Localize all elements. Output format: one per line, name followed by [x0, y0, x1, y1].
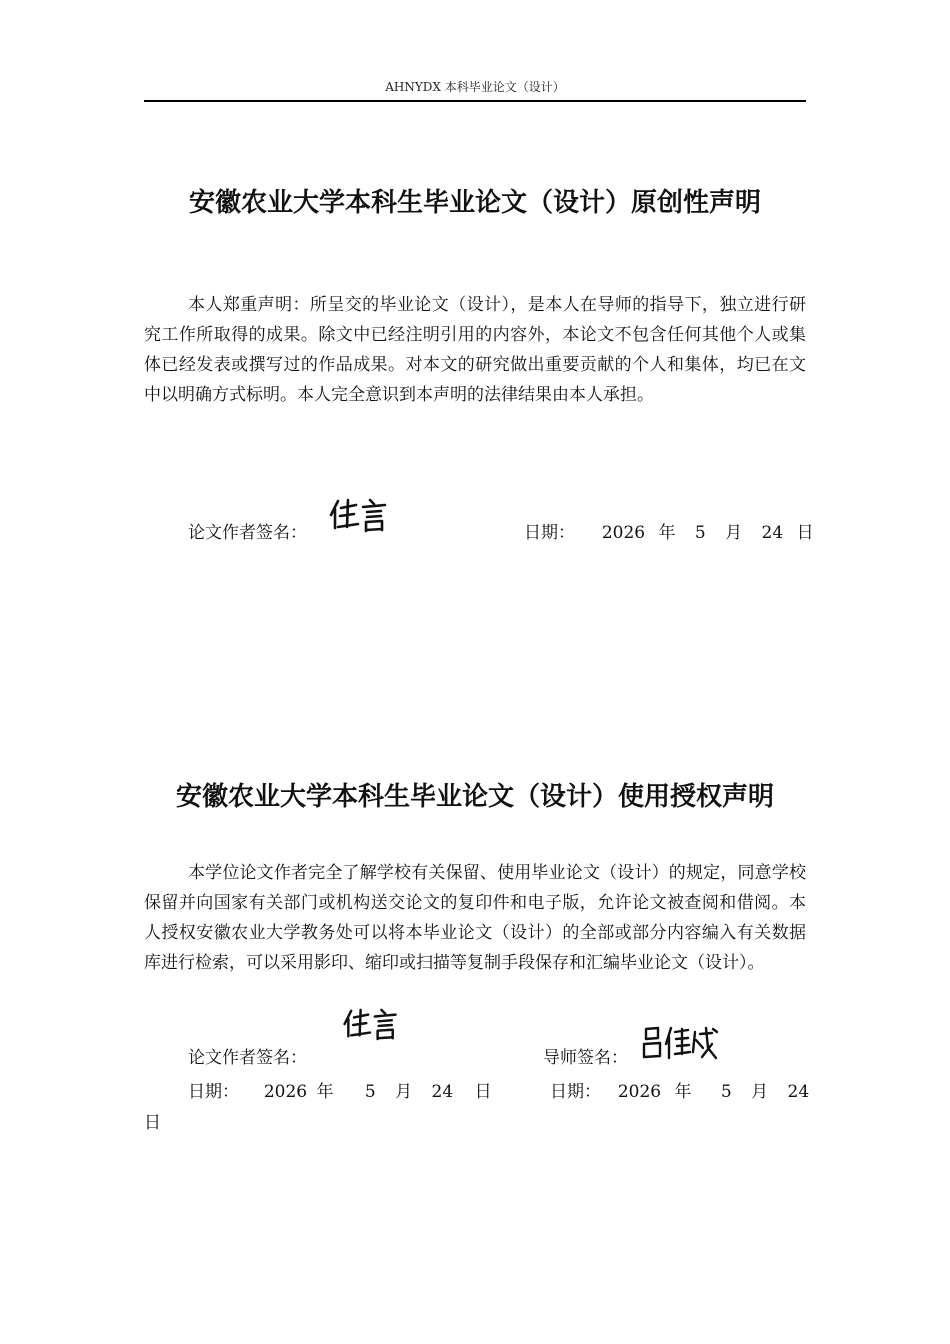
authorization-advisor-sign-label: 导师签名： — [543, 1048, 628, 1068]
originality-date-month: 5 — [694, 523, 706, 543]
originality-date-label: 日期： — [524, 523, 575, 543]
authorization-author-date-day-unit: 日 — [474, 1082, 492, 1102]
authorization-advisor-date — [550, 1077, 809, 1102]
authorization-author-date — [188, 1077, 492, 1102]
originality-date — [524, 518, 814, 543]
originality-date-year-unit: 年 — [658, 523, 676, 543]
authorization-advisor-signature — [640, 1024, 722, 1064]
originality-title: 安徽农业大学本科生毕业论文（设计）原创性声明 — [188, 188, 761, 218]
authorization-advisor-date-month: 5 — [720, 1082, 732, 1102]
running-header: AHNYDX 本科毕业论文（设计） — [385, 80, 565, 94]
authorization-author-date-day: 24 — [431, 1082, 454, 1102]
originality-date-day-unit: 日 — [796, 523, 814, 543]
authorization-author-date-year-unit: 年 — [316, 1082, 334, 1102]
authorization-advisor-date-month-unit: 月 — [751, 1082, 769, 1102]
authorization-advisor-date-year-unit: 年 — [674, 1082, 692, 1102]
authorization-author-date-month: 5 — [364, 1082, 376, 1102]
authorization-author-sign-label: 论文作者签名： — [188, 1048, 307, 1068]
authorization-author-signature — [340, 1008, 402, 1042]
authorization-advisor-date-day: 24 — [787, 1082, 810, 1102]
originality-body: 本人郑重声明：所呈交的毕业论文（设计），是本人在导师的指导下，独立进行研究工作所取得的成果。除文中已经注明引用的内容外，本论文不包含任何其他个人或集体已经发表或撰写过的作品成果。对本文的研究做出重要贡献的个人和集体，均已在文中以明确方式标明。本人完全意识到本声明的法律结果由本人承担。 — [144, 295, 806, 405]
authorization-author-date-year: 2026 — [263, 1082, 308, 1102]
originality-date-day: 24 — [761, 523, 784, 543]
originality-date-year: 2026 — [601, 523, 646, 543]
authorization-body: 本学位论文作者完全了解学校有关保留、使用毕业论文（设计）的规定，同意学校保留并向国家有关部门或机构送交论文的复印件和电子版，允许论文被查阅和借阅。本人授权安徽农业大学教务处可以将本毕业论文（设计）的全部或部分内容编入有关数据库进行检索，可以采用影印、缩印或扫描等复制手段保存和汇编毕业论文（设计）。 — [144, 863, 806, 973]
authorization-title: 安徽农业大学本科生毕业论文（设计）使用授权声明 — [175, 782, 774, 812]
authorization-advisor-date-day-unit: 日 — [144, 1113, 161, 1133]
authorization-author-date-label: 日期： — [188, 1082, 239, 1102]
originality-author-signature — [328, 498, 390, 534]
originality-author-sign-label: 论文作者签名： — [188, 523, 307, 543]
header-rule — [144, 100, 806, 102]
authorization-advisor-date-year: 2026 — [617, 1082, 662, 1102]
authorization-advisor-date-label: 日期： — [550, 1082, 601, 1102]
originality-date-month-unit: 月 — [725, 523, 743, 543]
authorization-author-date-month-unit: 月 — [395, 1082, 413, 1102]
